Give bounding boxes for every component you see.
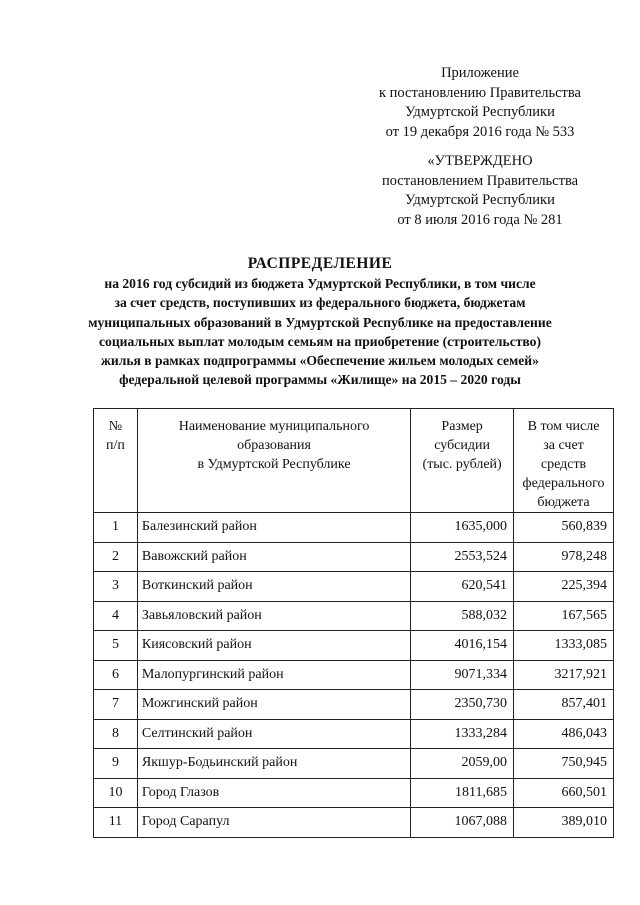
header-federal-share: В том числе за счет средств федерального бюджета [514,409,614,513]
row-number-cell: 4 [94,601,138,631]
row-number-cell: 11 [94,808,138,838]
subsidy-amount-cell: 1333,284 [411,719,514,749]
title-line: за счет средств, поступивших из федерального бюджета, бюджетам [114,295,526,311]
row-number-cell: 10 [94,778,138,808]
row-number-cell: 7 [94,690,138,720]
table-row [94,542,614,572]
table-row [94,660,614,690]
title-line: на 2016 год субсидий из бюджета Удмуртской Республики, в том числе [104,276,536,292]
municipality-name-cell: Город Сарапул [137,808,410,838]
approval-line: Удмуртской Республики [405,192,555,208]
title-line: социальных выплат молодым семьям на приобретение (строительство) [98,333,542,349]
approval-block [360,152,600,230]
header-number: № п/п [94,409,138,513]
approval-line: от 8 июля 2016 года № 281 [397,211,563,228]
row-number-cell: 1 [94,513,138,543]
table-row [94,808,614,838]
subsidy-amount-cell: 588,032 [411,601,514,631]
row-number-cell: 3 [94,572,138,602]
document-title-block [70,254,570,389]
federal-share-cell: 750,945 [514,749,614,779]
table-row [94,719,614,749]
title-line: федеральной целевой программы «Жилище» на 2015 – 2020 годы [119,372,521,388]
approval-line: «УТВЕРЖДЕНО [427,153,533,169]
municipality-name-cell: Киясовский район [137,631,410,661]
federal-share-cell: 1333,085 [514,631,614,661]
appendix-line: от 19 декабря 2016 года № 533 [385,123,575,140]
federal-share-cell: 167,565 [514,601,614,631]
approval-line: постановлением Правительства [381,172,579,189]
municipality-name-cell: Балезинский район [137,513,410,543]
subsidy-amount-cell: 9071,334 [411,660,514,690]
document-title: РАСПРЕДЕЛЕНИЕ [247,255,393,272]
title-line: жилья в рамках подпрограммы «Обеспечение жильем молодых семей» [101,353,539,369]
subsidy-amount-cell: 1635,000 [411,513,514,543]
table-row [94,572,614,602]
header-municipality: Наименование муниципального образования в Удмуртской Республике [137,409,410,513]
subsidy-amount-cell: 620,541 [411,572,514,602]
header-subsidy-amount: Размер субсидии (тыс. рублей) [411,409,514,513]
appendix-line: к постановлению Правительства [379,84,581,101]
municipality-name-cell: Селтинский район [137,719,410,749]
row-number-cell: 9 [94,749,138,779]
row-number-cell: 2 [94,542,138,572]
federal-share-cell: 560,839 [514,513,614,543]
distribution-table [93,408,614,838]
appendix-block [360,64,600,142]
municipality-name-cell: Вавожский район [137,542,410,572]
federal-share-cell: 660,501 [514,778,614,808]
table-header-row [94,409,614,513]
subsidy-amount-cell: 1067,088 [411,808,514,838]
municipality-name-cell: Город Глазов [137,778,410,808]
title-line: муниципальных образований в Удмуртской Республике на предоставление [88,314,552,330]
federal-share-cell: 978,248 [514,542,614,572]
federal-share-cell: 225,394 [514,572,614,602]
subsidy-amount-cell: 4016,154 [411,631,514,661]
federal-share-cell: 857,401 [514,690,614,720]
federal-share-cell: 486,043 [514,719,614,749]
municipality-name-cell: Малопургинский район [137,660,410,690]
row-number-cell: 8 [94,719,138,749]
appendix-line: Приложение [441,65,519,81]
subsidy-amount-cell: 2553,524 [411,542,514,572]
municipality-name-cell: Якшур-Бодьинский район [137,749,410,779]
table-row [94,778,614,808]
subsidy-amount-cell: 1811,685 [411,778,514,808]
federal-share-cell: 3217,921 [514,660,614,690]
table-row [94,749,614,779]
municipality-name-cell: Воткинский район [137,572,410,602]
appendix-line: Удмуртской Республики [405,104,555,120]
row-number-cell: 5 [94,631,138,661]
table-row [94,513,614,543]
table-row [94,690,614,720]
subsidy-amount-cell: 2350,730 [411,690,514,720]
federal-share-cell: 389,010 [514,808,614,838]
row-number-cell: 6 [94,660,138,690]
table-row [94,631,614,661]
municipality-name-cell: Можгинский район [137,690,410,720]
table-body [94,513,614,838]
table-row [94,601,614,631]
municipality-name-cell: Завьяловский район [137,601,410,631]
subsidy-amount-cell: 2059,00 [411,749,514,779]
